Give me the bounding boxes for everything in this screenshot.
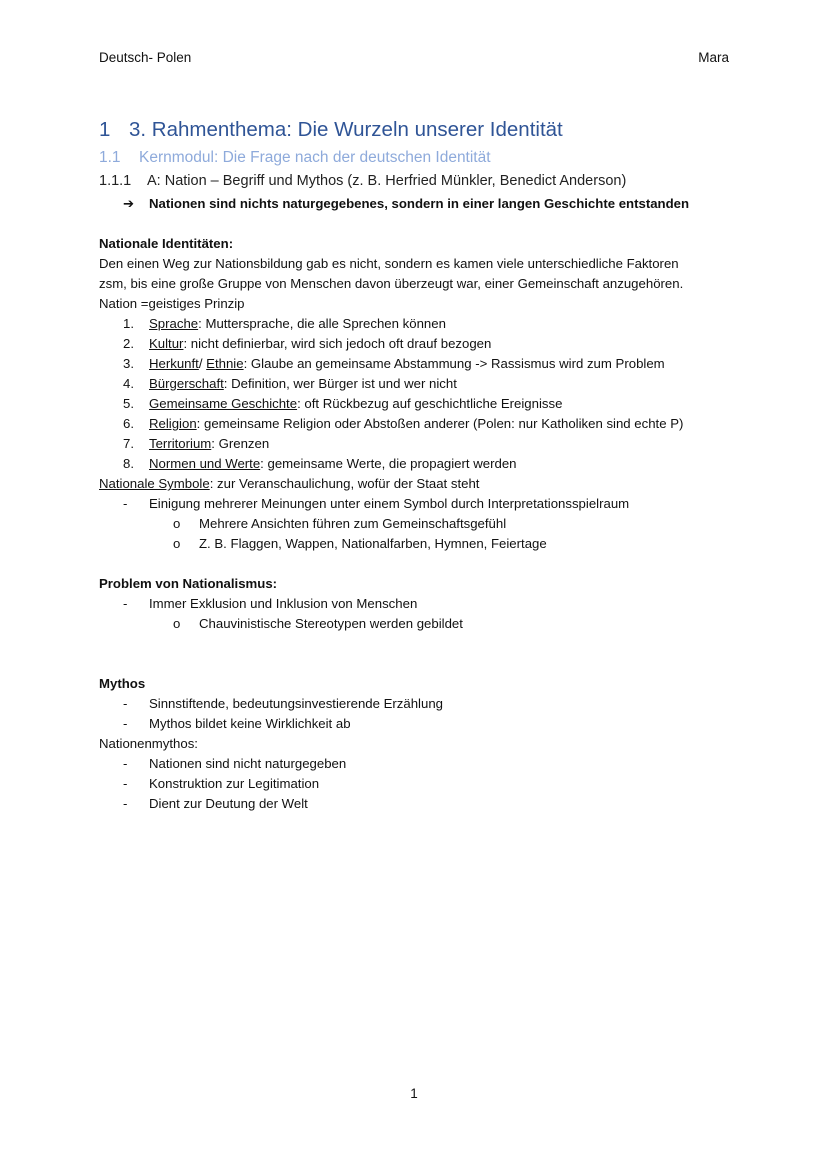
list-item: 7. Territorium: Grenzen <box>123 436 270 451</box>
dash-item: - Nationen sind nicht naturgegeben <box>99 754 739 774</box>
list-item: 2. Kultur: nicht definierbar, wird sich jedoch oft drauf bezogen <box>123 336 492 351</box>
document-body <box>99 116 739 814</box>
list-term: Normen und Werte <box>149 456 261 471</box>
section-heading-mythos: Mythos <box>99 676 146 691</box>
dash-item: - Einigung mehrerer Meinungen unter einem Symbol durch Interpretationsspielraum <box>99 494 739 514</box>
list-term: Gemeinsame Geschichte <box>149 396 298 411</box>
page-number: 1 <box>410 1086 418 1101</box>
list-term: Kultur <box>149 336 184 351</box>
heading-3-text: A: Nation – Begriff und Mythos (z. B. Herfried Münkler, Benedict Anderson) <box>147 173 627 189</box>
circle-bullet-icon: o <box>173 616 181 631</box>
sub-item: o Chauvinistische Stereotypen werden gebildet <box>99 614 739 634</box>
key-statement <box>99 194 739 214</box>
symbols-line: Nationale Symbole: zur Veranschaulichung, wofür der Staat steht <box>99 476 480 491</box>
list-item: 8. Normen und Werte: gemeinsame Werte, die propagiert werden <box>123 456 517 471</box>
sub-item: o Z. B. Flaggen, Wappen, Nationalfarben, Hymnen, Feiertage <box>99 534 739 554</box>
heading-1-text: 3. Rahmenthema: Die Wurzeln unserer Identität <box>129 118 563 141</box>
heading-3 <box>99 169 739 194</box>
arrow-icon: ➔ <box>123 196 135 211</box>
dash-bullet: - <box>123 696 128 711</box>
list-item: 6. Religion: gemeinsame Religion oder Abstoßen anderer (Polen: nur Katholiken sind echte P) <box>123 416 684 431</box>
dash-item: - Mythos bildet keine Wirklichkeit ab <box>99 714 739 734</box>
paragraph-line: Den einen Weg zur Nationsbildung gab es nicht, sondern es kamen viele unterschiedliche Faktoren <box>99 256 679 271</box>
list-term: Ethnie <box>206 356 244 371</box>
list-term: Bürgerschaft <box>149 376 224 391</box>
dash-item: - Dient zur Deutung der Welt <box>99 794 739 814</box>
section-heading-identities: Nationale Identitäten: <box>99 236 234 251</box>
sub-item: o Mehrere Ansichten führen zum Gemeinschaftsgefühl <box>99 514 739 534</box>
paragraph-line: zsm, bis eine große Gruppe von Menschen davon überzeugt war, einer Gemeinschaft anzugehören. <box>99 276 684 291</box>
dash-bullet: - <box>123 596 128 611</box>
list-item: 3. Herkunft/ Ethnie: Glaube an gemeinsame Abstammung -> Rassismus wird zum Problem <box>123 356 665 371</box>
list-item: 4. Bürgerschaft: Definition, wer Bürger ist und wer nicht <box>123 376 457 391</box>
dash-bullet: - <box>123 756 128 771</box>
dash-bullet: - <box>123 796 128 811</box>
dash-bullet: - <box>123 776 128 791</box>
heading-1 <box>99 116 739 144</box>
dash-item: - Konstruktion zur Legitimation <box>99 774 739 794</box>
header-left: Deutsch- Polen <box>99 50 192 65</box>
dash-bullet: - <box>123 496 128 511</box>
list-term: Herkunft <box>149 356 199 371</box>
key-statement-text: Nationen sind nichts naturgegebenes, sondern in einer langen Geschichte entstanden <box>149 196 690 211</box>
heading-3-number: 1.1.1 <box>99 173 132 189</box>
list-term: Territorium <box>149 436 212 451</box>
list-item: 1. Sprache: Muttersprache, die alle Sprechen können <box>123 316 446 331</box>
heading-2-number: 1.1 <box>99 149 121 166</box>
paragraph-line: Nation =geistiges Prinzip <box>99 296 245 311</box>
section-heading-problem: Problem von Nationalismus: <box>99 576 278 591</box>
symbols-term: Nationale Symbole <box>99 476 210 491</box>
list-item: 5. Gemeinsame Geschichte: oft Rückbezug auf geschichtliche Ereignisse <box>123 396 563 411</box>
list-term: Sprache <box>149 316 199 331</box>
circle-bullet-icon: o <box>173 516 181 531</box>
circle-bullet-icon: o <box>173 536 181 551</box>
list-term: Religion <box>149 416 197 431</box>
subsection-heading-nationenmythos: Nationenmythos: <box>99 736 198 751</box>
heading-2 <box>99 145 739 171</box>
header-right: Mara <box>698 50 729 65</box>
dash-bullet: - <box>123 716 128 731</box>
heading-2-text: Kernmodul: Die Frage nach der deutschen Identität <box>139 149 491 166</box>
dash-item: - Sinnstiftende, bedeutungsinvestierende Erzählung <box>99 694 739 714</box>
heading-1-number: 1 <box>99 118 111 141</box>
dash-item: - Immer Exklusion und Inklusion von Menschen <box>99 594 739 614</box>
